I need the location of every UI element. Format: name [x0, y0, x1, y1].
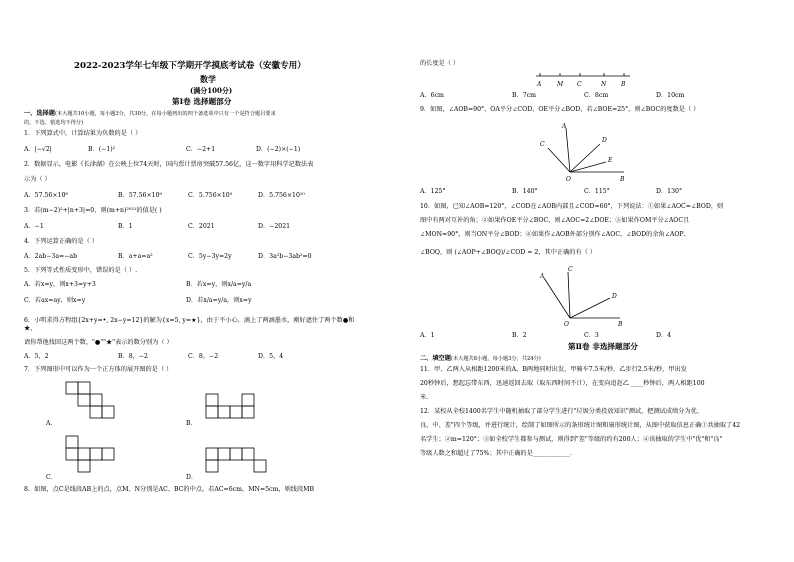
- section2-head: 二、填空题: [420, 355, 451, 362]
- q7-option-b[interactable]: B．: [186, 420, 197, 427]
- section1-desc1: (本大题共10小题，每小题3分，共30分。在每小题列出的四个备选项中只有一个是符合题目要求: [54, 111, 276, 117]
- q10-label-o: O: [564, 321, 569, 328]
- angle-figure-q9: [530, 118, 640, 184]
- segment-label-n: N: [601, 81, 607, 88]
- q2-option-c[interactable]: C．5.756×10⁹: [188, 192, 233, 199]
- q2-option-a[interactable]: A．57.56×10⁸: [24, 192, 68, 199]
- q12-line3: 名学生；②m=120°；③如全校学生都参与测试，则得到"差"等级的约有200人；④该抽取的学生中"优"和"良": [420, 436, 723, 443]
- q10-label-b: B: [618, 321, 623, 328]
- section1-desc2: 的，不选、错选均不得分): [24, 120, 84, 126]
- exam-title: 2022-2023学年七年级下学期开学摸底考试卷（安徽专用）: [74, 61, 306, 71]
- q11-line1: 11．甲、乙两人从相距1200米的A、B两地同时出发，甲骑车7.5米/秒，乙步行2.5米/秒，甲出发: [420, 366, 687, 373]
- q8-stem-cont: 的长度是（ ）: [420, 60, 460, 67]
- q3-stem: 3．若(m−2)²+|n+3|=0，则(m+n)²⁰²¹的值是( ): [24, 207, 162, 214]
- segment-label-b: B: [621, 81, 626, 88]
- q10-label-c: C: [568, 266, 573, 273]
- section2-intro: [420, 355, 541, 363]
- q9-stem: 9．如图，∠AOB=90°，OA平分∠COD，OE平分∠BOD，若∠BOE=25°，则∠BOC的度数是（ ）: [420, 106, 700, 113]
- q4-option-d[interactable]: D．3a²b−3ab²=0: [258, 253, 312, 260]
- q10-line3: ∠MON=90°，则当ON平分∠BOD；④如果作∠AOB外部分别作∠AOC、∠BOD的余角∠AOP、: [420, 231, 690, 238]
- q6-option-a[interactable]: A．5，2: [24, 353, 49, 360]
- segment-figure: [530, 70, 640, 92]
- q5-stem: 5．下列等式性质变形中，错误的是（ ）.: [24, 267, 138, 274]
- q6-stem: 6．小明求得方程组{2x+y=•, 2x−y=12}的解为{x=5, y=★}，由于不小心，滴上了两滴墨水，刚好遮住了两个数●和★，: [24, 317, 355, 332]
- q1-stem: 1．下列算式中，计算结果为负数的是（ ）: [24, 130, 142, 137]
- q9-option-c[interactable]: C．115°: [584, 188, 610, 195]
- q9-label-o: O: [566, 176, 571, 183]
- q3-option-c[interactable]: C．2021: [188, 223, 215, 230]
- q9-option-a[interactable]: A．125°: [420, 188, 446, 195]
- q2-option-d[interactable]: D．5.756×10¹⁰: [258, 192, 305, 199]
- q7-stem: 7．下列图形中可以作为一个正方体的展开图的是（ ）: [24, 366, 173, 373]
- segment-label-a: A: [537, 81, 542, 88]
- q3-option-a[interactable]: A．−1: [24, 223, 44, 230]
- q5-option-a[interactable]: A．若x=y，则x+3=y+3: [24, 281, 96, 288]
- q9-label-e: E: [608, 157, 613, 164]
- segment-label-c: C: [577, 81, 582, 88]
- q12-line2: 良、中、差"四个等级，并进行统计，绘制了如图所示的条形统计图和扇形统计图，从图中获取信息正确①共抽取了42: [420, 422, 741, 429]
- q12-line4: 等级人数之和超过了75%；其中正确的是____________.: [420, 450, 572, 457]
- q7-option-d[interactable]: D．: [186, 474, 198, 481]
- q10-line2: 图中有两对互补的角；②如果作OE平分∠BOC，则∠AOC=2∠DOE；③如果作OM平分∠AOC且: [420, 217, 690, 224]
- q8-option-d[interactable]: D．10cm: [656, 92, 685, 99]
- q5-option-c[interactable]: C．若ax=ay，则x=y: [24, 297, 86, 304]
- q10-label-d: D: [612, 293, 617, 300]
- section1-intro: [24, 110, 276, 118]
- q9-label-c: C: [540, 141, 545, 148]
- cube-net-b-figure: [196, 390, 276, 426]
- q10-option-c[interactable]: C．3: [584, 332, 599, 339]
- q10-line1: 10．如图，已知∠AOB=120°，∠COD在∠AOB内部且∠COD=60°，下列说法：①如果∠AOC=∠BOD，则: [420, 203, 724, 210]
- cube-net-c-figure: [56, 434, 136, 478]
- q1-option-c[interactable]: C．−2+1: [186, 146, 216, 153]
- q8-option-a[interactable]: A．6cm: [420, 92, 444, 99]
- segment-label-m: M: [557, 81, 564, 88]
- q4-option-a[interactable]: A．2ab−3a=−ab: [24, 253, 78, 260]
- q10-label-a: A: [540, 273, 545, 280]
- q6-option-d[interactable]: D．5，4: [258, 353, 284, 360]
- q12-line1: 12．某校从全校1400名学生中随机抽取了部分学生进行"垃圾分类投放知识"测试，把测试成绩分为优、: [420, 408, 703, 415]
- q5-option-d[interactable]: D．若x/a=y/a，则x=y: [186, 297, 252, 304]
- q5-option-b[interactable]: B．若x=y，则x/a=y/a: [186, 281, 252, 288]
- q3-option-d[interactable]: D．−2021: [258, 223, 291, 230]
- q7-option-a[interactable]: A．: [46, 420, 57, 427]
- q4-option-c[interactable]: C．5y−3y=2y: [188, 253, 232, 260]
- q3-option-b[interactable]: B．1: [118, 223, 133, 230]
- part2-heading: 第Ⅱ卷 非选择题部分: [568, 342, 638, 351]
- q4-stem: 4．下列运算正确的是（ ）: [24, 238, 98, 245]
- q10-option-d[interactable]: D．4: [656, 332, 672, 339]
- q7-option-c[interactable]: C．: [46, 474, 57, 481]
- q8-stem: 8．如图，点C是线段AB上的点，点M、N分别是AC、BC的中点，若AC=6cm，MN=5cm，则线段MB: [24, 486, 315, 493]
- q1-option-b[interactable]: B．(−1)²: [88, 146, 116, 153]
- q8-option-b[interactable]: B．7cm: [512, 92, 537, 99]
- q6-stem-cont: 请你帮他找回这两个数，"●""★"表示的数分别为（ ）: [24, 339, 173, 346]
- q6-option-c[interactable]: C．8，−2: [188, 353, 219, 360]
- q9-label-b: B: [620, 176, 625, 183]
- q1-option-a[interactable]: A．|−√2|: [24, 146, 52, 153]
- q2-option-b[interactable]: B．57.56×10⁹: [118, 192, 162, 199]
- q9-label-d: D: [602, 137, 607, 144]
- q2-stem-cont: 示为（ ）: [24, 176, 51, 183]
- q11-line2: 20秒钟后，想起忘带东西，迅速返回去取（取东西时间不计），在变向追赶乙 ____秒钟后，两人相距100: [420, 380, 705, 387]
- subject: 数学: [200, 74, 216, 84]
- q8-option-c[interactable]: C．8cm: [584, 92, 609, 99]
- q9-label-a: A: [562, 123, 567, 130]
- score: (满分100分): [190, 86, 233, 95]
- q1-option-d[interactable]: D．(−2)×(−1): [256, 146, 301, 153]
- q9-option-b[interactable]: B．140°: [512, 188, 538, 195]
- q2-stem: 2．数据显示，电影《长津湖》在公映上位74天时，国内票计票房突破57.56亿，这一数字用科学记数法表: [24, 161, 314, 168]
- cube-net-a-figure: [56, 380, 136, 424]
- q11-line3: 米.: [420, 394, 429, 401]
- q6-option-b[interactable]: B．8，−2: [118, 353, 148, 360]
- section2-desc: (本大题共8小题，每小题3分，共24分): [450, 356, 541, 362]
- part1-heading: 第Ⅰ卷 选择题部分: [172, 97, 232, 106]
- section1-head: 一、选择题: [24, 110, 55, 117]
- cube-net-d-figure: [196, 444, 276, 480]
- q10-option-a[interactable]: A．1: [420, 332, 435, 339]
- q10-line4: ∠BOQ，则 (∠AOP+∠BOQ)/∠COD = 2，其中正确的有（ ）: [420, 249, 596, 256]
- q10-option-b[interactable]: B．2: [512, 332, 527, 339]
- angle-figure-q10: [530, 262, 640, 328]
- q4-option-b[interactable]: B．a+a=a²: [118, 253, 153, 260]
- q9-option-d[interactable]: D．130°: [656, 188, 683, 195]
